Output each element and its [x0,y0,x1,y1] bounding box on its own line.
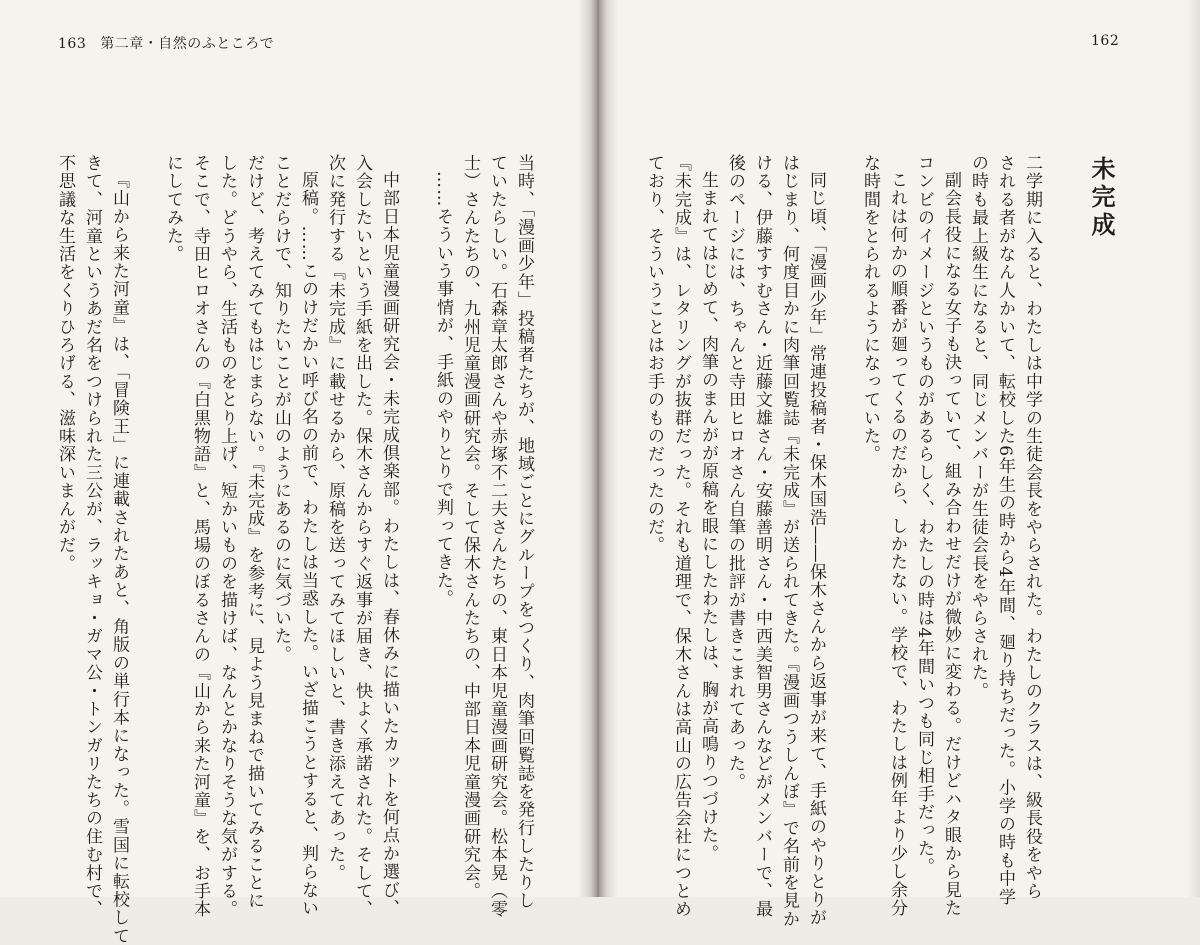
text-column: はじまり、何度目かに肉筆回覧誌『未完成』が送られてきた。『漫画つうしんぼ』で名前を見か [779,154,799,929]
page-edge [1186,0,1200,897]
text-column: の時も最上級生になると、同じメンバーが生徒会長をやらされた。 [968,154,988,700]
text-column: ており、そういうことはお手のものだったのだ。 [644,154,664,555]
text-column: 中部日本児童漫画研究会・未完成倶楽部。わたしは、春休みに描いたカットを何点か選び、 [379,171,399,918]
text-column: 不思議な生活をくりひろげる、滋味深いまんがだ。 [55,154,75,573]
text-column: これは何かの順番が廻ってくるのだから、しかたない。学校で、わたしは例年より少し余分 [887,171,907,918]
book-gutter [578,0,618,897]
chapter-title: 第二章・自然のふところで [100,36,275,52]
text-column: ていたらしい。石森章太郎さんや赤塚不二夫さんたちの、東日本児童漫画研究会。松本晃（零 [487,154,507,919]
text-column: 『未完成』は、レタリングが抜群だった。それも道理で、保木さんは高山の広告会社につとめ [671,154,691,919]
text-column: 士）さんたちの、九州児童漫画研究会。そして保木さんたちの、中部日本児童漫画研究会。 [460,154,480,901]
text-column: コンビのイメージというものがあるらしく、わたしの時は4年間いつも同じ相手だった。 [914,154,934,876]
text-column: 当時、「漫画少年」投稿者たちが、地域ごとにグループをつくり、肉筆回覧誌を発行したりし [514,154,534,910]
text-column: 同じ頃、「漫画少年」常連投稿者・保木国浩――保木さんから返事が来て、手紙のやりとりが [806,171,826,927]
text-column: される者がなん人かいて、転校した6年生の時から4年間、廻り持ちだった。小学の時も中学 [995,154,1015,907]
text-column: そこで、寺田ヒロオさんの『白黒物語』と、馬場のぼるさんの『山から来た河童』を、お手本 [190,154,210,919]
text-column: 後のページには、ちゃんと寺田ヒロオさん自筆の批評が書きこまれてあった。 [725,154,745,791]
text-column: 次に発行する『未完成』に載せるから、原稿を送ってみてほしいと、書き添えてあった。 [325,154,345,882]
text-column: な時間をとられるようになっていた。 [860,154,880,464]
text-column: 生まれてはじめて、肉筆のまんがが原稿を眼にしたわたしは、胸が高鳴りつづけた。 [698,171,718,863]
text-column: だけど、考えてみてもはじまらない。『未完成』を参考に、見よう見まねで描いてみることに [244,154,264,910]
text-column: した。どうやら、生活ものをとり上げ、短かいものを描けば、なんとかなりそうな気がする。 [217,154,237,919]
text-column: 原稿。……このけだかい呼び名の前で、わたしは当惑した。いざ描こうとすると、判らない [298,171,318,918]
text-column: きて、河童というあだ名をつけられた三公が、ラッキョ・ガマ公・トンガリたちの住む村で、 [82,154,102,919]
text-column: ことだらけで、知りたいことが山のようにあるのに気づいた。 [271,154,291,664]
text-column: 副会長役になる女子も決っていて、組み合わせだけが微妙に変わる。だけどハタ眼から見た [941,171,961,918]
section-title: 未完成 [1087,156,1116,240]
text-column: 二学期に入ると、わたしは中学の生徒会長をやらされた。わたしのクラスは、級長役をやら [1022,154,1042,901]
text-column: ……そういう事情が、手紙のやりとりで判ってきた。 [433,171,453,608]
left-page-header [58,33,274,53]
text-column: 『山から来た河童』は、「冒険王」に連載されたあと、角版の単行本になった。雪国に転校して [109,171,129,945]
right-page-number: 162 [1091,33,1120,49]
text-column: ける、伊藤すすむさん・近藤文雄さん・安藤善明さん・中西美智男さんなどがメンバーで、最 [752,154,772,919]
left-page-number: 163 [58,36,87,52]
text-column: にしてみた。 [163,154,183,264]
text-column: 入会したいという手紙を出した。保木さんからすぐ返事が届き、快よく承諾された。そして、 [352,154,372,919]
